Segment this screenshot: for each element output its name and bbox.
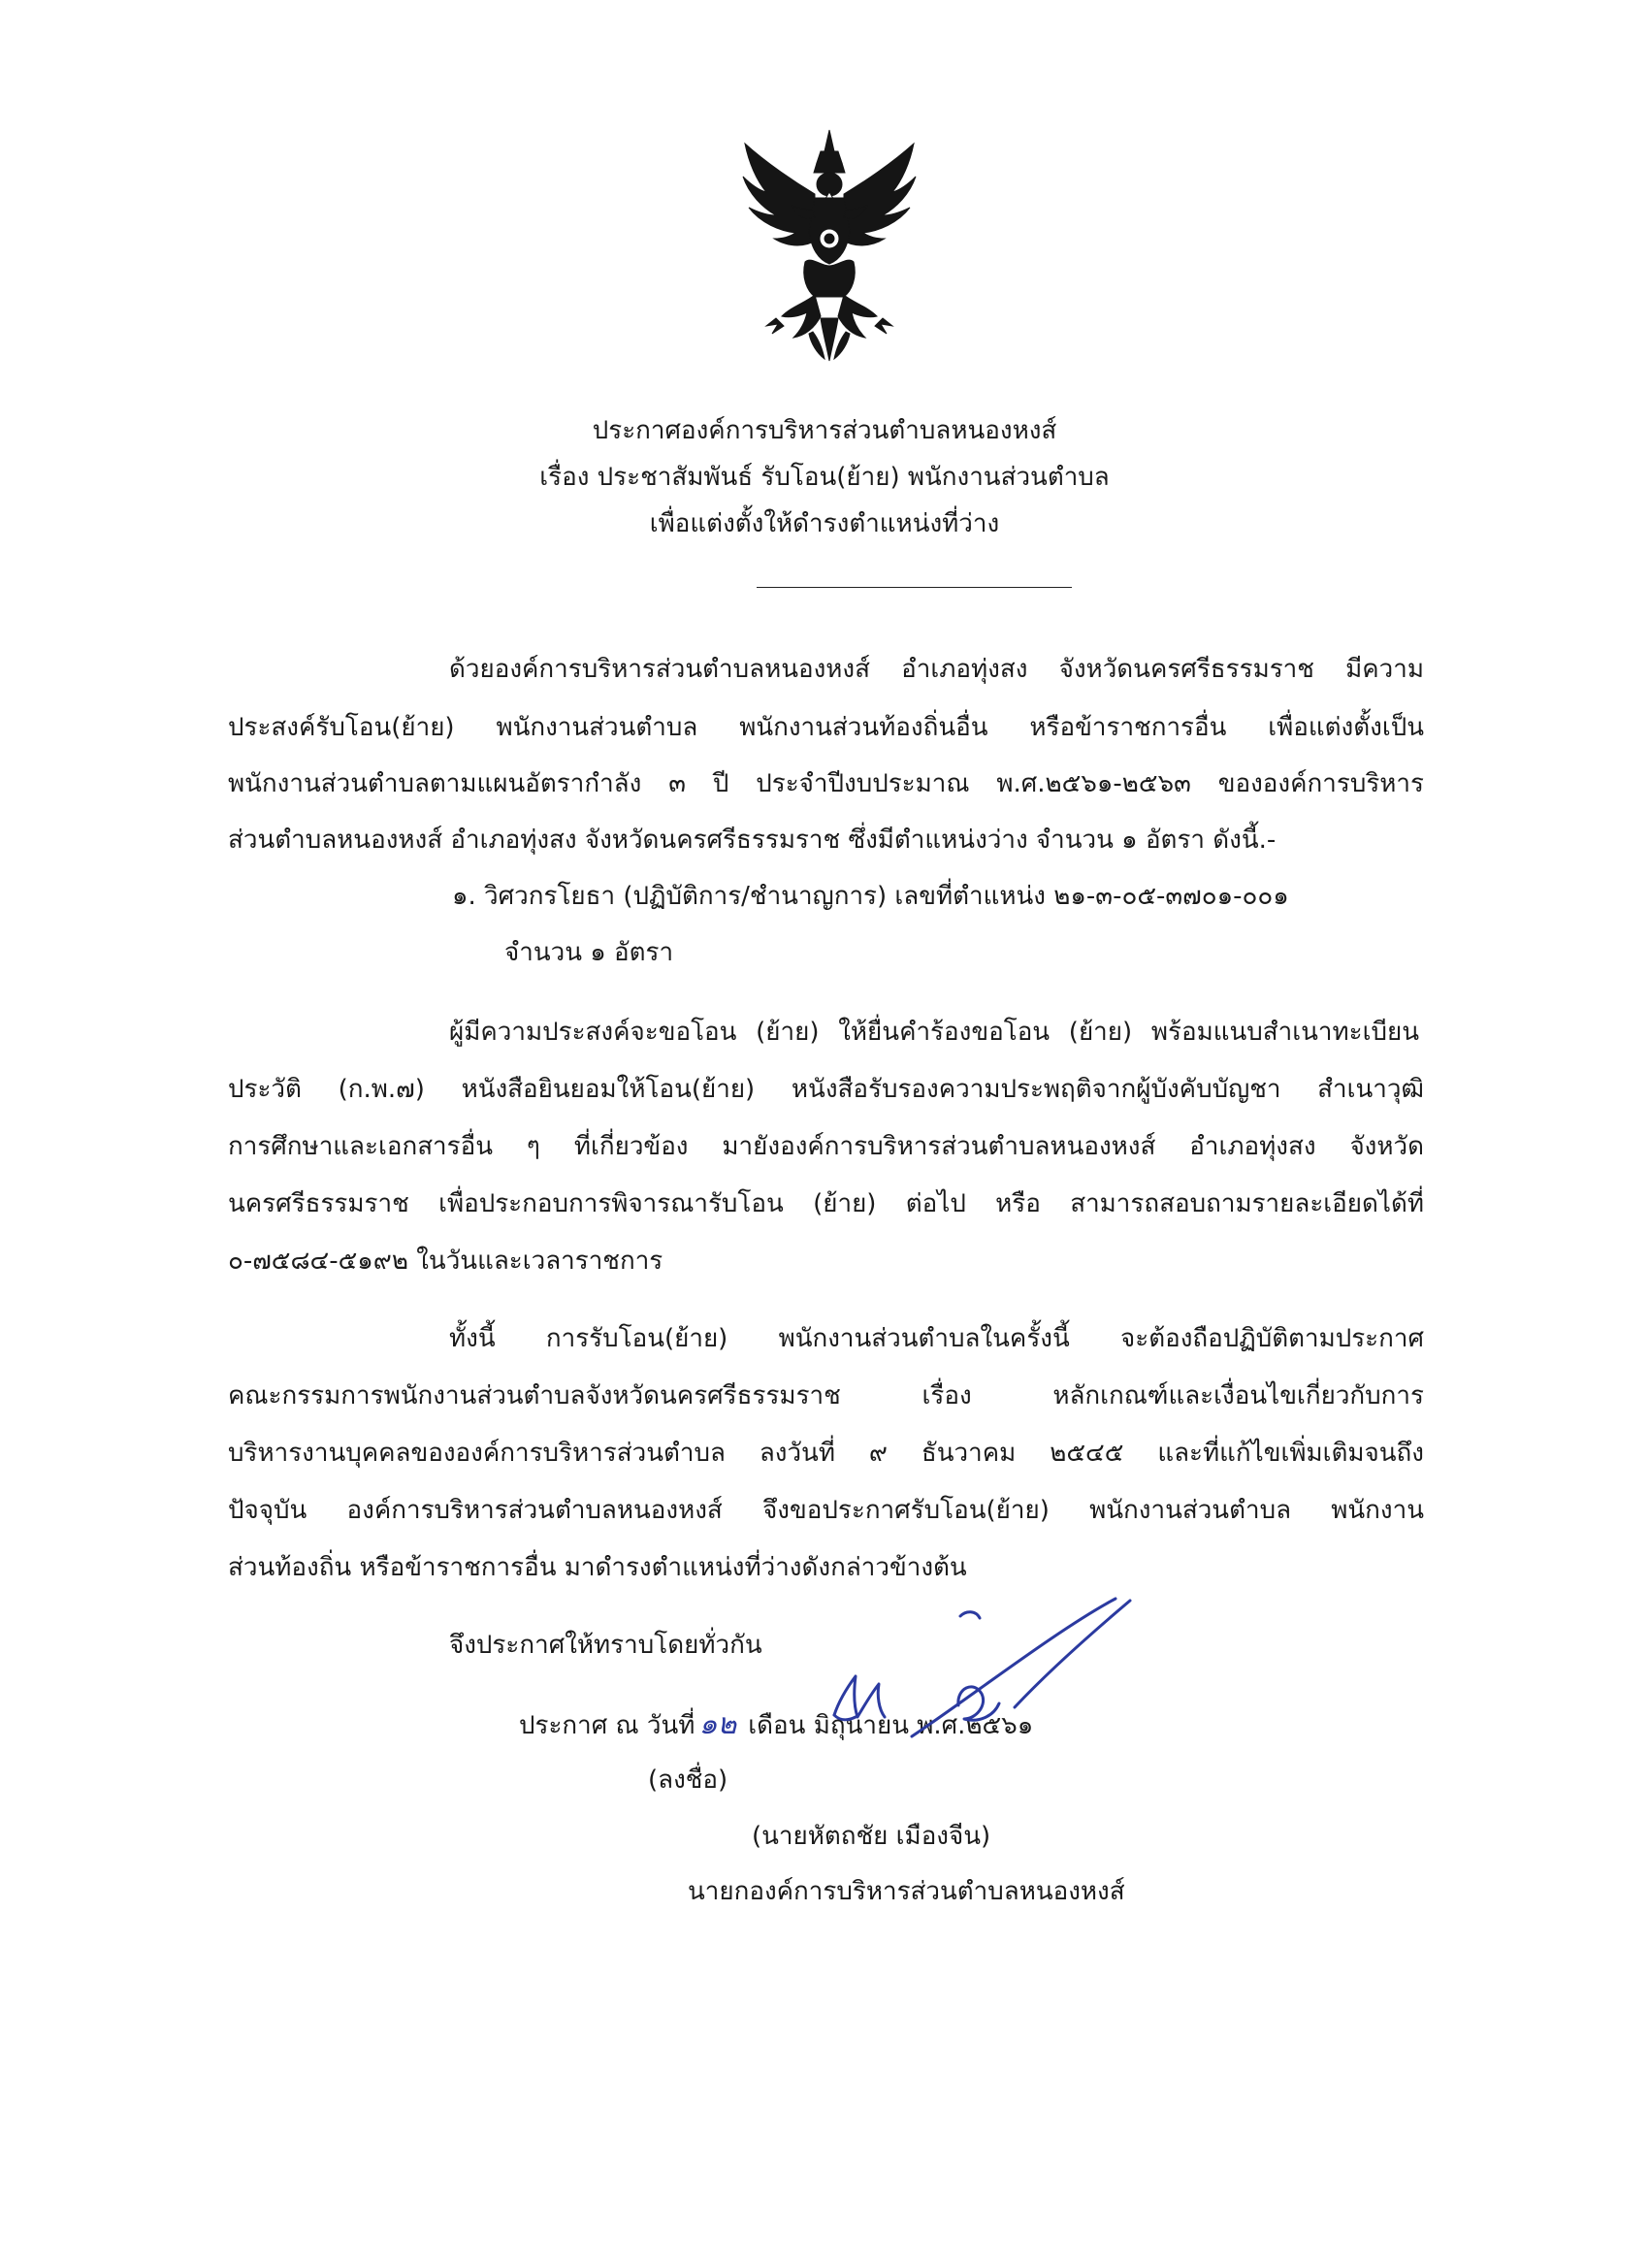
date-month-year: เดือน มิถุนายน พ.ศ.๒๕๖๑ (748, 1711, 1034, 1740)
paragraph-2-line: ประวัติ (ก.พ.๗) หนังสือยินยอมให้โอน(ย้าย) หนังสือรับรองความประพฤติจากผู้บังคับบัญชา สำเนาวุฒิ (228, 1075, 1424, 1104)
announcement-subject-continued: เพื่อแต่งตั้งให้ดำรงตำแหน่งที่ว่าง (649, 509, 1000, 538)
vacancy-item: ๑. วิศวกรโยธา (ปฏิบัติการ/ชำนาญการ) เลขที่ตำแหน่ง ๒๑-๓-๐๕-๓๗๐๑-๐๐๑ (452, 882, 1289, 911)
paragraph-3-line: ทั้งนี้ การรับโอน(ย้าย) พนักงานส่วนตำบลในครั้งนี้ จะต้องถือปฏิบัติตามประกาศ (449, 1324, 1424, 1353)
paragraph-3-line: ส่วนท้องถิ่น หรือข้าราชการอื่น มาดำรงตำแหน่งที่ว่างดังกล่าวข้างต้น (228, 1553, 967, 1582)
paragraph-3-line: บริหารงานบุคคลขององค์การบริหารส่วนตำบล ลงวันที่ ๙ ธันวาคม ๒๕๔๕ และที่แก้ไขเพิ่มเติมจนถึง (228, 1439, 1424, 1468)
announcement-subject: เรื่อง ประชาสัมพันธ์ รับโอน(ย้าย) พนักงานส่วนตำบล (539, 463, 1110, 492)
paragraph-3-line: คณะกรรมการพนักงานส่วนตำบลจังหวัดนครศรีธรรมราช เรื่อง หลักเกณฑ์และเงื่อนไขเกี่ยวกับการ (228, 1381, 1424, 1410)
handwritten-signature-icon (795, 1591, 1145, 1785)
paragraph-2-line: ผู้มีความประสงค์จะขอโอน (ย้าย) ให้ยื่นคำร้องขอโอน (ย้าย) พร้อมแนบสำเนาทะเบียน (449, 1018, 1419, 1047)
paragraph-2-line: ๐-๗๕๘๔-๕๑๙๒ ในวันและเวลาราชการ (228, 1247, 663, 1276)
paragraph-1-line: พนักงานส่วนตำบลตามแผนอัตรากำลัง ๓ ปี ประจำปีงบประมาณ พ.ศ.๒๕๖๑-๒๕๖๓ ขององค์การบริหาร (228, 769, 1424, 798)
garuda-emblem-icon (737, 124, 922, 367)
signatory-position: นายกองค์การบริหารส่วนตำบลหนองหงส์ (688, 1877, 1125, 1906)
paragraph-1-line: ประสงค์รับโอน(ย้าย) พนักงานส่วนตำบล พนักงานส่วนท้องถิ่นอื่น หรือข้าราชการอื่น เพื่อแต่งตั้งเป็น (228, 713, 1424, 742)
date-prefix: ประกาศ ณ วันที่ (519, 1711, 695, 1740)
title-divider (757, 587, 1072, 588)
announcement-title: ประกาศองค์การบริหารส่วนตำบลหนองหงส์ (592, 416, 1057, 445)
signatory-name: (นายหัตถชัย เมืองจีน) (752, 1822, 991, 1851)
date-day: ๑๒ (698, 1707, 737, 1741)
paragraph-2-line: การศึกษาและเอกสารอื่น ๆ ที่เกี่ยวข้อง มายังองค์การบริหารส่วนตำบลหนองหงส์ อำเภอทุ่งสง จังหวัด (228, 1132, 1424, 1161)
paragraph-2-line: นครศรีธรรมราช เพื่อประกอบการพิจารณารับโอน (ย้าย) ต่อไป หรือ สามารถสอบถามรายละเอียดได้ที่ (228, 1189, 1424, 1218)
paragraph-3-line: ปัจจุบัน องค์การบริหารส่วนตำบลหนองหงส์ จึงขอประกาศรับโอน(ย้าย) พนักงานส่วนตำบล พนักงาน (228, 1496, 1424, 1525)
vacancy-count: จำนวน ๑ อัตรา (504, 938, 674, 967)
paragraph-1-line: ด้วยองค์การบริหารส่วนตำบลหนองหงส์ อำเภอทุ่งสง จังหวัดนครศรีธรรมราช มีความ (449, 655, 1424, 684)
signed-label: (ลงชื่อ) (648, 1766, 728, 1795)
paragraph-1-line: ส่วนตำบลหนองหงส์ อำเภอทุ่งสง จังหวัดนครศรีธรรมราช ซึ่งมีตำแหน่งว่าง จำนวน ๑ อัตรา ดังนี้.- (228, 826, 1277, 855)
closing-statement: จึงประกาศให้ทราบโดยทั่วกัน (449, 1631, 762, 1660)
